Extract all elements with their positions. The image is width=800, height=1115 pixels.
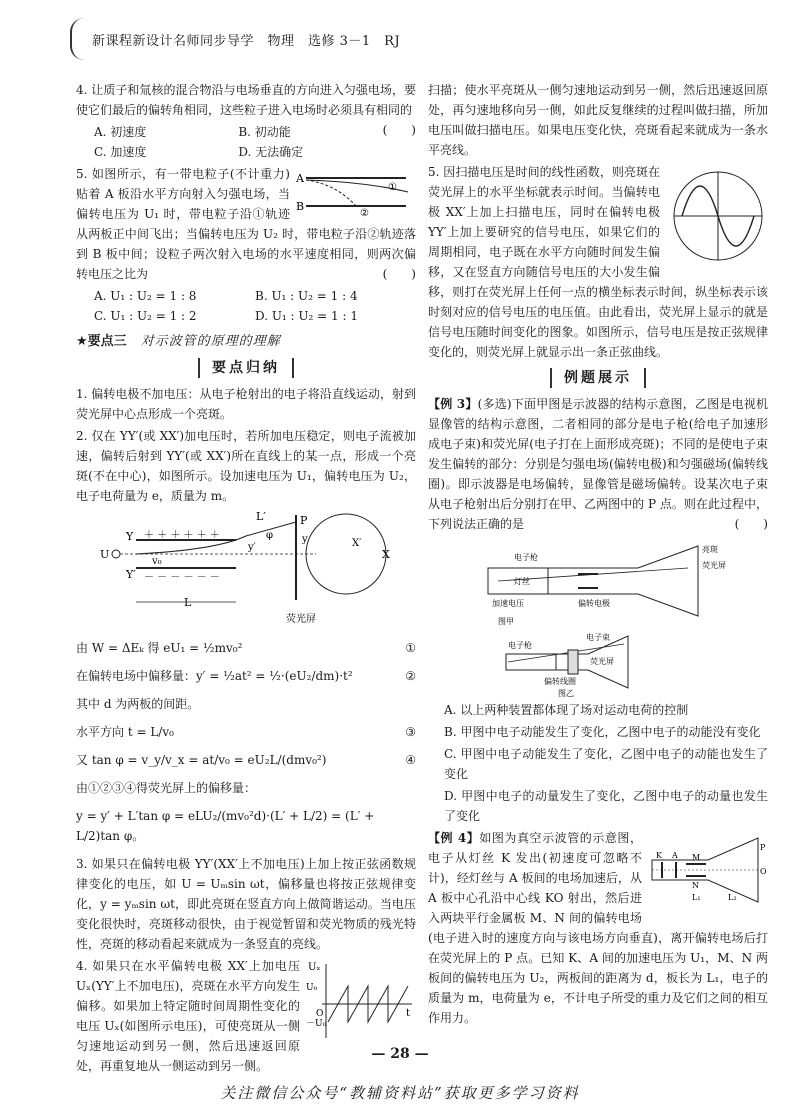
option: D. 甲图中电子的动量发生了变化，乙图中电子的动量也发生了变化 [444,789,768,823]
label-P: P [300,514,308,527]
label-filament: 灯丝 [514,577,530,586]
label-U: U [100,548,110,561]
question-5-options [94,286,416,326]
option: A. U₁ : U₂ = 1 : 8 [94,289,197,303]
example-4 [428,828,768,1028]
tick-u0: U₀ [306,983,318,993]
point-3: 3. 如果只在偏转电极 YY′(XX′上不加电压)上加上按正弦函数规律变化的电压，如 U = Uₘsin ωt，偏移量也将按正弦规律变化，y = yₘsin ωt，即此亮斑在竖直方向上做简谐运动。当电压变化很快时，亮斑移动很快，由于视觉暂留和荧光物质的残光特性，亮斑的移动看起来就成为一条竖直的亮线。 [76,857,416,951]
label-L2: L₂ [728,893,737,902]
trajectory-2-label: ② [360,208,369,219]
equation: 水平方向 t = L/v₀ ③ [76,725,416,739]
label-K: K [656,851,662,860]
label-X: X [382,548,390,561]
label-L1: L₁ [692,893,701,902]
question-4-stem: 4. 让质子和氚核的混合物沿与电场垂直的方向进入匀强电场，要使它们最后的偏转角相同，这些粒子进入电场时必须具有相同的 ( ) [76,80,416,120]
label-v0: v₀ [152,556,162,567]
example-heading: 例题展示 [428,368,768,388]
tick-neg-u0: －U₀ [306,1019,327,1029]
option: D. U₁ : U₂ = 1 : 1 [255,309,358,323]
label-O: O [760,867,767,876]
label-N: N [692,881,699,890]
section-heading [76,332,416,352]
label-gun: 电子枪 [508,641,532,650]
label-Yp: Y′ [126,568,136,581]
page-number: — 28 — [371,1046,429,1062]
label-gun: 电子枪 [514,553,538,562]
point-1: 1. 偏转电极不加电压：从电子枪射出的电子将沿直线运动，射到荧光屏中心点形成一个亮斑。 [76,387,416,421]
origin: O [316,1009,324,1019]
label-yp: y′ [248,542,256,553]
option: C. 加速度 [94,145,147,159]
answer-paren: ( ) [382,123,416,137]
question-4-options [94,122,383,162]
left-column [76,80,416,1078]
label-spot: 亮斑 [702,545,718,554]
label-A: A [672,851,678,860]
question-5 [76,164,416,326]
label-screen: 荧光屏 [286,614,316,625]
option: A. 初速度 [94,125,147,139]
equation: 在偏转电场中偏移量：y′ = ½at² = ½·(eU₂/dm)·t² ② [76,669,416,683]
footer-notice: 关注微信公众号“教辅资料站”获取更多学习资料 [220,1084,580,1102]
section-tag: ★要点三 [76,334,127,349]
oscilloscope-structure-figure [478,538,728,628]
label-defl: 偏转电极 [578,599,610,608]
sine-on-screen-figure [668,166,768,266]
label-phi: φ [266,530,274,541]
label-y: y [302,534,308,545]
right-column [428,80,768,1030]
label-M: M [692,853,701,862]
option: B. U₁ : U₂ = 1 : 4 [255,289,358,303]
equation: 又 tan φ = v_y/v_x = at/v₀ = eU₂L/(dmv₀²) ④ [76,753,416,767]
vacuum-oscilloscope-figure [648,830,768,910]
equation-list [76,638,416,846]
svg-text:－ － － － － －: － － － － － － [144,572,220,583]
point-4: 4. 如果只在水平偏转电极 XX′上加电压 Uₓ(YY′上不加电压)，亮斑在水平方向发生偏移。如果加上特定随时间周期性变化的电压 Uₓ(如图所示电压)，可使亮斑从一侧匀速地运动到另一侧，然后迅速返回原处，再重复地从一侧运动到另一侧。 [76,959,300,1073]
header-title: 新课程新设计名师同步导学 物理 选修 3－1 RJ [92,34,401,49]
answer-paren: ( ) [734,517,768,531]
trajectory-1-label: ① [388,182,397,193]
page-header [70,18,770,62]
equation: y = y′ + L′tan φ = eLU₂/(mv₀²d)·(L′ + L/2) = (L′ + L/2)tan φ。 [76,809,375,843]
axis-ux: Uₓ [308,962,321,973]
label-acc: 加速电压 [492,599,524,608]
caption-a: 图甲 [498,617,514,626]
section-title: 对示波管的原理的理解 [140,334,281,349]
equation: 其中 d 为两板的间距。 [76,697,200,711]
question-5-stem: 5. 如图所示，有一带电粒子(不计重力)贴着 A 板沿水平方向射入匀强电场，当偏转电压为 U₁ 时，带电粒子沿①轨迹从两板正中间飞出；当偏转电压为 U₂ 时，带电粒子沿②轨迹落到 B 板中间；设粒子两次射入电场的水平速度相同，则两次偏转电压之比为 ( ) [76,164,416,284]
axis-t: t [406,1008,411,1019]
summary-heading: 要点归纳 [76,358,416,378]
header-bracket [70,18,86,60]
option: C. 甲图中电子动能发生了变化，乙图中电子的动能也发生了变化 [444,747,768,781]
example-3-stem: 【例 3】(多选)下面甲图是示波器的结构示意图，乙图是电视机显像管的结构示意图，二者相同的部分是电子枪(给电子加速形成电子束)和荧光屏(电子打在上面形成亮斑)；不同的是使电子束发生偏转的部分：分别是匀强电场(偏转电极)和匀强磁场(偏转线圈)。即示波器是电场偏转，显像管是磁场偏转。设某次电子束从电子枪射出后分别打在甲、乙两图中的 P 点。则在此过程中，下列说法正确的是 ( ) [428,394,768,534]
svg-text:＋ ＋ ＋ ＋ ＋ ＋: ＋ ＋ ＋ ＋ ＋ ＋ [144,530,220,541]
option: A. 以上两种装置都体现了场对运动电荷的控制 [444,703,689,717]
plate-b-label: B [296,200,305,213]
point-2: 2. 仅在 YY′(或 XX′)加电压时，若所加电压稳定，则电子流被加速，偏转后射到 YY′(或 XX′)所在直线上的某一点，形成一个亮斑(不在中心)，如图所示。设加速电压为 U₁，偏转电压为 U₂，电子电荷量为 e，质量为 m。 [76,429,416,503]
label-Lp: L′ [256,510,266,523]
option: B. 初动能 [238,125,291,139]
caption-b: 图乙 [558,689,574,698]
option: D. 无法确定 [238,145,304,159]
option: B. 甲图中电子动能发生了变化，乙图中电子的动能没有变化 [444,725,761,739]
answer-paren: ( ) [382,267,416,281]
label-P: P [760,843,766,852]
question-4 [76,80,416,162]
equation: 由①②③④得荧光屏上的偏移量： [76,781,257,795]
label-Xp: X′ [352,538,362,549]
label-L: L [184,596,192,609]
label-Y: Y [126,530,134,543]
picture-tube-figure [498,630,648,700]
option: C. U₁ : U₂ = 1 : 2 [94,309,197,323]
example-3 [428,394,768,826]
point-4-continued: 扫描；使水平亮斑从一侧匀速地运动到另一侧，然后迅速返回原处，再匀速地移向另一侧，如此反复继续的过程叫做扫描，所加电压叫做扫描电压。如果电压变化快，亮斑看起来就成为一条水平亮线。 [428,83,768,157]
label-screen: 荧光屏 [702,561,726,570]
oscilloscope-deflection-figure [96,510,396,630]
plate-a-label: A [296,172,304,185]
point-5: 5. 因扫描电压是时间的线性函数，则亮斑在荧光屏上的水平坐标就表示时间。当偏转电极 XX′上加上扫描电压，同时在偏转电极 YY′上加上要研究的信号电压，如果它们的周期相同，电子既在水平方向随时间发生偏移，又在竖直方向随信号电压的大小发生偏移，则打在荧光屏上任何一点的横坐标表示时间，纵坐标表示该时刻对应的信号电压的电压值。由此看出，荧光屏上显示的就是信号电压随时间变化的图象。如图所示，信号电压是按正弦规律变化的，则荧光屏上就显示出一条正弦曲线。 [428,165,768,359]
example-4-stem: 【例 4】如图为真空示波管的示意图，电子从灯丝 K 发出(初速度可忽略不计)，经灯丝与 A 板间的电场加速后，从 A 板中心孔沿中心线 KO 射出，然后进入两块平行金属板 M、N 间的偏转电场(电子进入时的速度方向与该电场方向垂直)，离开偏转电场后打在荧光屏上的 P 点。已知 K、A 间的加速电压为 U₁，M、N 两板间的偏转电压为 U₂，两板间的距离为 d，板长为 L₁，电子的质量为 m，电荷量为 e，不计电子所受的重力及它们之间的相互作用力。 [428,831,768,1025]
label-beam: 电子束 [586,633,610,642]
sawtooth-voltage-figure [306,958,416,1048]
deflection-plates-figure [296,166,416,222]
label-coil: 偏转线圈 [544,677,576,686]
label-screen: 荧光屏 [590,657,614,666]
equation: 由 W = ΔEₖ 得 eU₁ = ½mv₀² ① [76,641,416,655]
